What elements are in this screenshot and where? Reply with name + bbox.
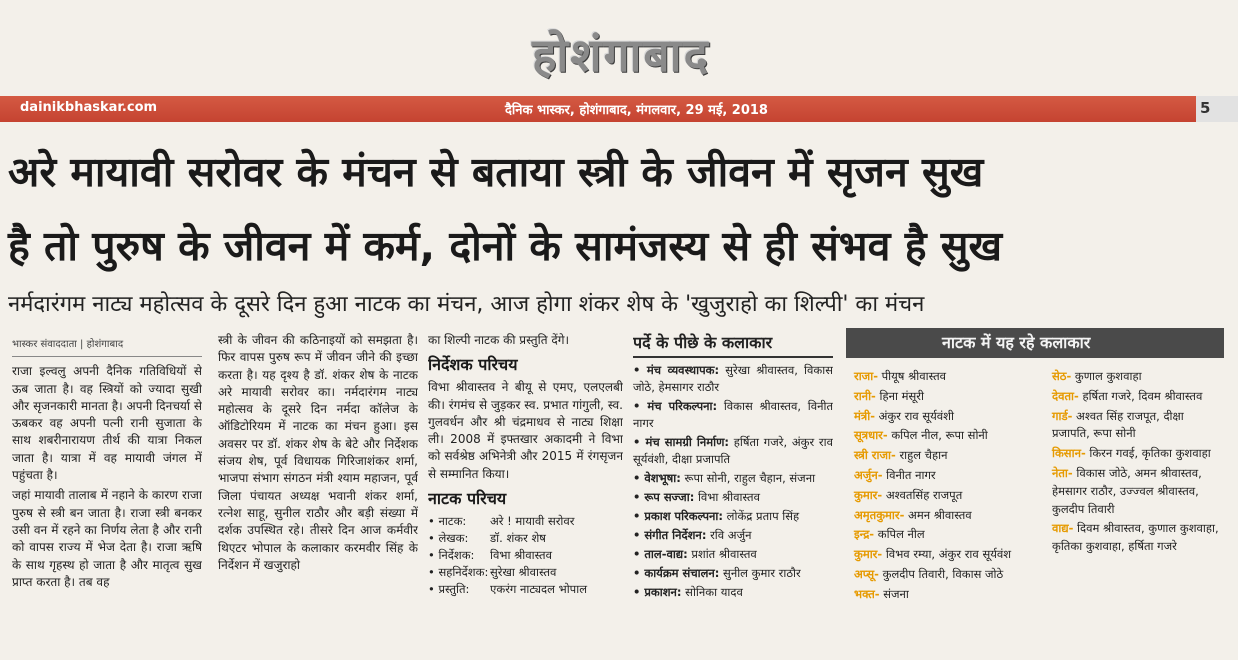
bullet-icon: •	[633, 585, 645, 599]
credit-item	[633, 584, 833, 601]
paragraph: जहां मायावी तालाब में नहाने के कारण राजा पुरुष से स्त्री बन जाता है। राजा स्त्री बनकर उसी वन में रहने का निर्णय लेता है और रानी को वापस राज्य में भेज देता है। राजा ऋषि के साथ गृहस्थ हो जाता है और मातृत्व सुख प्राप्त करता है। तब वह	[12, 488, 202, 589]
cast-actor: अश्वत सिंह राजपूत, दीक्षा प्रजापति, रूपा सोनी	[1052, 408, 1184, 441]
credit-key: कार्यक्रम संचालन:	[644, 566, 720, 580]
cast-item	[1052, 445, 1222, 463]
paragraph: स्त्री के जीवन की कठिनाइयों को समझता है। फिर वापस पुरुष रूप में जीवन जीने की इच्छा करता है। यह दृश्य है डॉ. शंकर शेष के नाटक अरे मायावी सरोवर का। नर्मदारंगम नाट्य महोत्सव के दूसरे दिन नर्मदा कॉलेज के ऑडिटोरियम में नाटक का मंचन हुआ। इस अवसर पर डॉ. शंकर शेष के बेटे और निर्देशक संजय शेष, पूर्व विधायक गिरिजाशंकर शर्मा, भाजपा संभाग संगठन मंत्री श्याम महाजन, पूर्व जिला पंचायत अध्यक्ष भवानी शंकर शर्मा, रत्नेश साहू, सुनील राठौर और बड़ी संख्या में दर्शक उपस्थित रहे। तीसरे दिन आज कर्मवीर थिएटर भोपाल के कलाकार करमवीर सिंह के निर्देशन में खजुराहो	[218, 333, 418, 572]
cast-role: राजा-	[854, 369, 878, 383]
play-info-key: • प्रस्तुति:	[428, 582, 470, 597]
cast-role: इन्द्र-	[854, 527, 875, 542]
cast-actor: हर्षिता गजरे, दिवम श्रीवास्तव	[1082, 388, 1203, 403]
credit-key: रूप सज्जा:	[644, 490, 695, 504]
credit-item	[633, 565, 833, 582]
cast-actor: हिना मंसूरी	[879, 388, 924, 403]
cast-role: वाद्य-	[1052, 521, 1074, 536]
cast-role: स्त्री राजा-	[854, 448, 896, 463]
cast-role: सेठ-	[1052, 369, 1072, 383]
bullet-icon: •	[633, 566, 645, 580]
play-info-key: • नाटक:	[428, 514, 467, 529]
credit-key: वेशभूषा:	[644, 471, 681, 485]
cast-role: किसान-	[1052, 446, 1086, 461]
cast-actor: विनीत नागर	[886, 467, 936, 482]
cast-role: कुमार-	[854, 547, 883, 562]
director-section-heading: निर्देशक परिचय	[428, 355, 518, 375]
credit-key: संगीत निर्देशन:	[644, 528, 707, 542]
cast-role: अप्सू-	[854, 566, 879, 581]
credit-key: मंच परिकल्पना:	[647, 399, 718, 413]
article-column-3	[428, 332, 623, 656]
credit-value: प्रशांत श्रीवास्तव	[691, 547, 757, 561]
bullet-icon: •	[633, 490, 645, 504]
credit-item	[633, 398, 833, 432]
cast-actor: किरन गवई, कृतिका कुशवाहा	[1089, 446, 1211, 461]
cast-item	[854, 586, 1044, 604]
cast-column-a	[854, 368, 1044, 606]
cast-actor: कपिल नील	[877, 527, 925, 542]
play-info-key: • लेखक:	[428, 531, 469, 546]
play-info-value: विभा श्रीवास्तव	[490, 548, 553, 563]
cast-actor: विकास जोठे, अमन श्रीवास्तव, हेमसागर राठौर, उज्ज्वल श्रीवास्तव, कुलदीप तिवारी	[1052, 465, 1202, 516]
article-column-2	[218, 332, 418, 656]
cast-item	[1052, 520, 1222, 556]
cast-item	[854, 487, 1044, 505]
play-info-row	[428, 513, 623, 530]
cast-role: अमृतकुमार-	[854, 507, 905, 522]
backstage-heading: पर्दे के पीछे के कलाकार	[633, 332, 833, 358]
credit-value: सुनील कुमार राठौर	[723, 566, 801, 580]
backstage-column	[633, 332, 833, 656]
play-info-table	[428, 513, 623, 598]
play-info-row	[428, 581, 623, 598]
cast-role: रानी-	[854, 388, 876, 403]
site-url: dainikbhaskar.com	[20, 100, 158, 115]
paragraph: राजा इल्वलु अपनी दैनिक गतिविधियों से ऊब जाता है। वह स्त्रियों को ज्यादा सुखी और सृजनकारी मानता है। अपनी दिनचर्या से ऊबकर वह अपनी पत्नी रानी सुजाता के साथ शबरीनारायण तीर्थ की यात्रा निकल जाता है। यात्रा में वह मायावी जंगल में पहुंचता है।	[12, 364, 202, 483]
cast-actor: पीयूष श्रीवास्तव	[881, 369, 947, 383]
credit-key: प्रकाश परिकल्पना:	[644, 509, 724, 523]
cast-item	[854, 546, 1044, 564]
cast-item	[854, 526, 1044, 544]
credit-key: मंच व्यवस्थापक:	[646, 363, 720, 377]
credit-item	[633, 434, 833, 468]
credit-key: ताल-वाद्य:	[644, 547, 688, 561]
cast-item	[854, 388, 1044, 406]
dateline: दैनिक भास्कर, होशंगाबाद, मंगलवार, 29 मई, 2018	[505, 103, 768, 118]
article-column-1	[12, 336, 202, 656]
cast-role: देवता-	[1052, 388, 1079, 403]
masthead-band	[0, 96, 1238, 122]
play-info-value: डॉ. शंकर शेष	[490, 531, 546, 546]
byline: भास्कर संवाददाता | होशंगाबाद	[12, 336, 202, 357]
bullet-icon: •	[633, 509, 645, 523]
play-info-value: अरे ! मायावी सरोवर	[490, 514, 575, 529]
cast-role: कुमार-	[854, 487, 883, 502]
headline-line-2: है तो पुरुष के जीवन में कर्म, दोनों के सामंजस्य से ही संभव है सुख	[8, 222, 1002, 270]
cast-item	[1052, 465, 1222, 518]
play-section-heading: नाटक परिचय	[428, 489, 507, 509]
credit-value: हर्षिता गजरे, अंकुर राव सूर्यवंशी, दीक्षा प्रजापति	[633, 435, 833, 466]
cast-actor: कुणाल कुशवाहा	[1074, 369, 1142, 383]
cast-role: नेता-	[1052, 465, 1073, 480]
credit-value: सोनिका यादव	[685, 585, 743, 599]
cast-actor: राहुल चैहान	[899, 448, 948, 463]
play-info-key: • सहनिर्देशक:	[428, 565, 489, 580]
cast-role: अर्जुन-	[854, 467, 883, 482]
cast-item	[854, 447, 1044, 465]
page-number: 5	[1200, 99, 1211, 117]
credit-value: लोकेंद्र प्रताप सिंह	[726, 509, 800, 523]
masthead	[0, 0, 1238, 92]
cast-role: भक्त-	[854, 586, 880, 601]
play-info-value: एकरंग नाट्यदल भोपाल	[490, 582, 587, 597]
play-info-row	[428, 547, 623, 564]
cast-actor: विभव रम्या, अंकुर राव सूर्यवंश	[885, 547, 1012, 562]
play-info-value: सुरेखा श्रीवास्तव	[490, 565, 557, 580]
credit-item	[633, 527, 833, 544]
play-info-row	[428, 530, 623, 547]
play-info-row	[428, 564, 623, 581]
cast-heading: नाटक में यह रहे कलाकार	[846, 328, 1224, 358]
play-info-key: • निर्देशक:	[428, 548, 475, 563]
credit-value: विकास श्रीवास्तव, विनीत नागर	[633, 399, 833, 430]
cast-actor: कुलदीप तिवारी, विकास जोठे	[882, 566, 1004, 581]
cast-item	[854, 408, 1044, 426]
cast-item	[1052, 368, 1222, 386]
cast-actor: अंकुर राव सूर्यवंशी	[878, 408, 954, 423]
cast-box	[846, 328, 1224, 656]
credit-item	[633, 508, 833, 525]
cast-role: सूत्रधार-	[854, 428, 888, 443]
cast-actor: अश्वतसिंह राजपूत	[885, 487, 963, 502]
cast-item	[854, 368, 1044, 386]
cast-item	[854, 566, 1044, 584]
city-nameplate: होशंगाबाद	[531, 28, 711, 82]
headline-line-1: अरे मायावी सरोवर के मंचन से बताया स्त्री के जीवन में सृजन सुख	[8, 148, 984, 196]
credit-item	[633, 489, 833, 506]
credit-item	[633, 546, 833, 563]
cast-role: गार्ड-	[1052, 408, 1073, 423]
credit-value: विभा श्रीवास्तव	[697, 490, 760, 504]
credit-key: प्रकाशन:	[644, 585, 682, 599]
credit-value: रूपा सोनी, राहुल चैहान, संजना	[684, 471, 816, 485]
credit-value: सुरेखा श्रीवास्तव, विकास जोठे, हेमसागर राठौर	[633, 363, 833, 394]
cast-item	[854, 467, 1044, 485]
cast-actor: कपिल नील, रूपा सोनी	[891, 428, 988, 443]
bullet-icon: •	[633, 399, 648, 413]
cast-actor: अमन श्रीवास्तव	[908, 507, 972, 522]
cast-item	[1052, 408, 1222, 444]
credit-item	[633, 470, 833, 487]
bullet-icon: •	[633, 528, 645, 542]
credit-key: मंच सामग्री निर्माण:	[645, 435, 730, 449]
masthead-red-strip	[0, 96, 1196, 122]
bullet-icon: •	[633, 471, 645, 485]
subheadline: नर्मदारंगम नाट्य महोत्सव के दूसरे दिन हुआ नाटक का मंचन, आज होगा शंकर शेष के 'खुजुराहो का शिल्पी' का मंचन	[8, 292, 925, 317]
bullet-icon: •	[633, 547, 645, 561]
cast-item	[854, 507, 1044, 525]
cast-actor: संजना	[883, 586, 909, 601]
cast-column-b	[1052, 368, 1222, 558]
bullet-icon: •	[633, 435, 646, 449]
cast-item	[1052, 388, 1222, 406]
cast-role: मंत्री-	[854, 408, 875, 423]
credit-value: रवि अर्जुन	[710, 528, 752, 542]
cast-actor: दिवम श्रीवास्तव, कुणाल कुशवाहा, कृतिका कुशवाहा, हर्षिता गजरे	[1052, 521, 1219, 554]
director-bio: विभा श्रीवास्तव ने बीयू से एमए, एलएलबी की। रंगमंच से जुड़कर स्व. प्रभात गांगुली, स्व. गुलवर्धन और श्री चंद्रमाधव से नाट्य शिक्षा ली। 2008 में इफ्तखार अकादमी ने विभा को सर्वश्रेष्ठ अभिनेत्री और 2015 में रंगसृजन से सम्मानित किया।	[428, 380, 623, 481]
paragraph: का शिल्पी नाटक की प्रस्तुति देंगे।	[428, 333, 570, 347]
cast-item	[854, 427, 1044, 445]
bullet-icon: •	[633, 363, 647, 377]
credit-item	[633, 362, 833, 396]
